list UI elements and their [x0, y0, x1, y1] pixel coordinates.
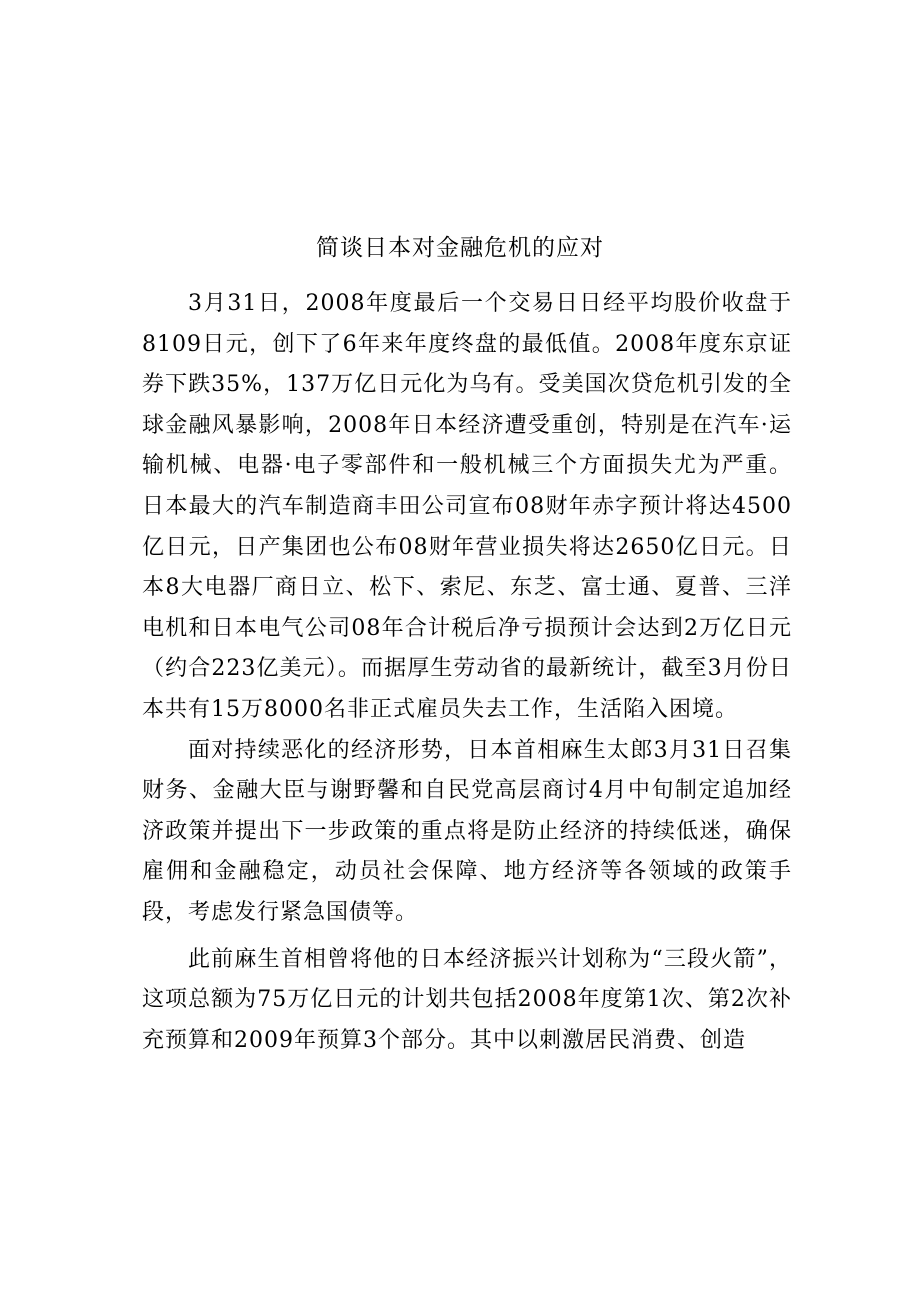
- paragraph-1: 3月31日，2008年度最后一个交易日日经平均股价收盘于8109日元，创下了6年来年度终盘的最低值。2008年度东京证券下跌35%，137万亿日元化为乌有。受美国次贷危机引发的全球金融风暴影响，2008年日本经济遭受重创，特别是在汽车·运输机械、电器·电子零部件和一般机械三个方面损失尤为严重。日本最大的汽车制造商丰田公司宣布08财年赤字预计将达4500亿日元，日产集团也公布08财年营业损失将达2650亿日元。日本8大电器厂商日立、松下、索尼、东芝、富士通、夏普、三洋电机和日本电气公司08年合计税后净亏损预计会达到2万亿日元（约合223亿美元）。而据厚生劳动省的最新统计，截至3月份日本共有15万8000名非正式雇员失去工作，生活陷入困境。: [142, 291, 792, 722]
- paragraph-2: 面对持续恶化的经济形势，日本首相麻生太郎3月31日召集财务、金融大臣与谢野馨和自民党高层商讨4月中旬制定追加经济政策并提出下一步政策的重点将是防止经济的持续低迷，确保雇佣和金融稳定，动员社会保障、地方经济等各领域的政策手段，考虑发行紧急国债等。: [142, 737, 792, 925]
- document-title: 简谈日本对金融危机的应对: [316, 235, 604, 261]
- document-body: [142, 284, 792, 1061]
- paragraph-3: 此前麻生首相曾将他的日本经济振兴计划称为“三段火箭”，这项总额为75万亿日元的计划共包括2008年度第1次、第2次补充预算和2009年预算3个部分。其中以刺激居民消费、创造: [142, 946, 792, 1053]
